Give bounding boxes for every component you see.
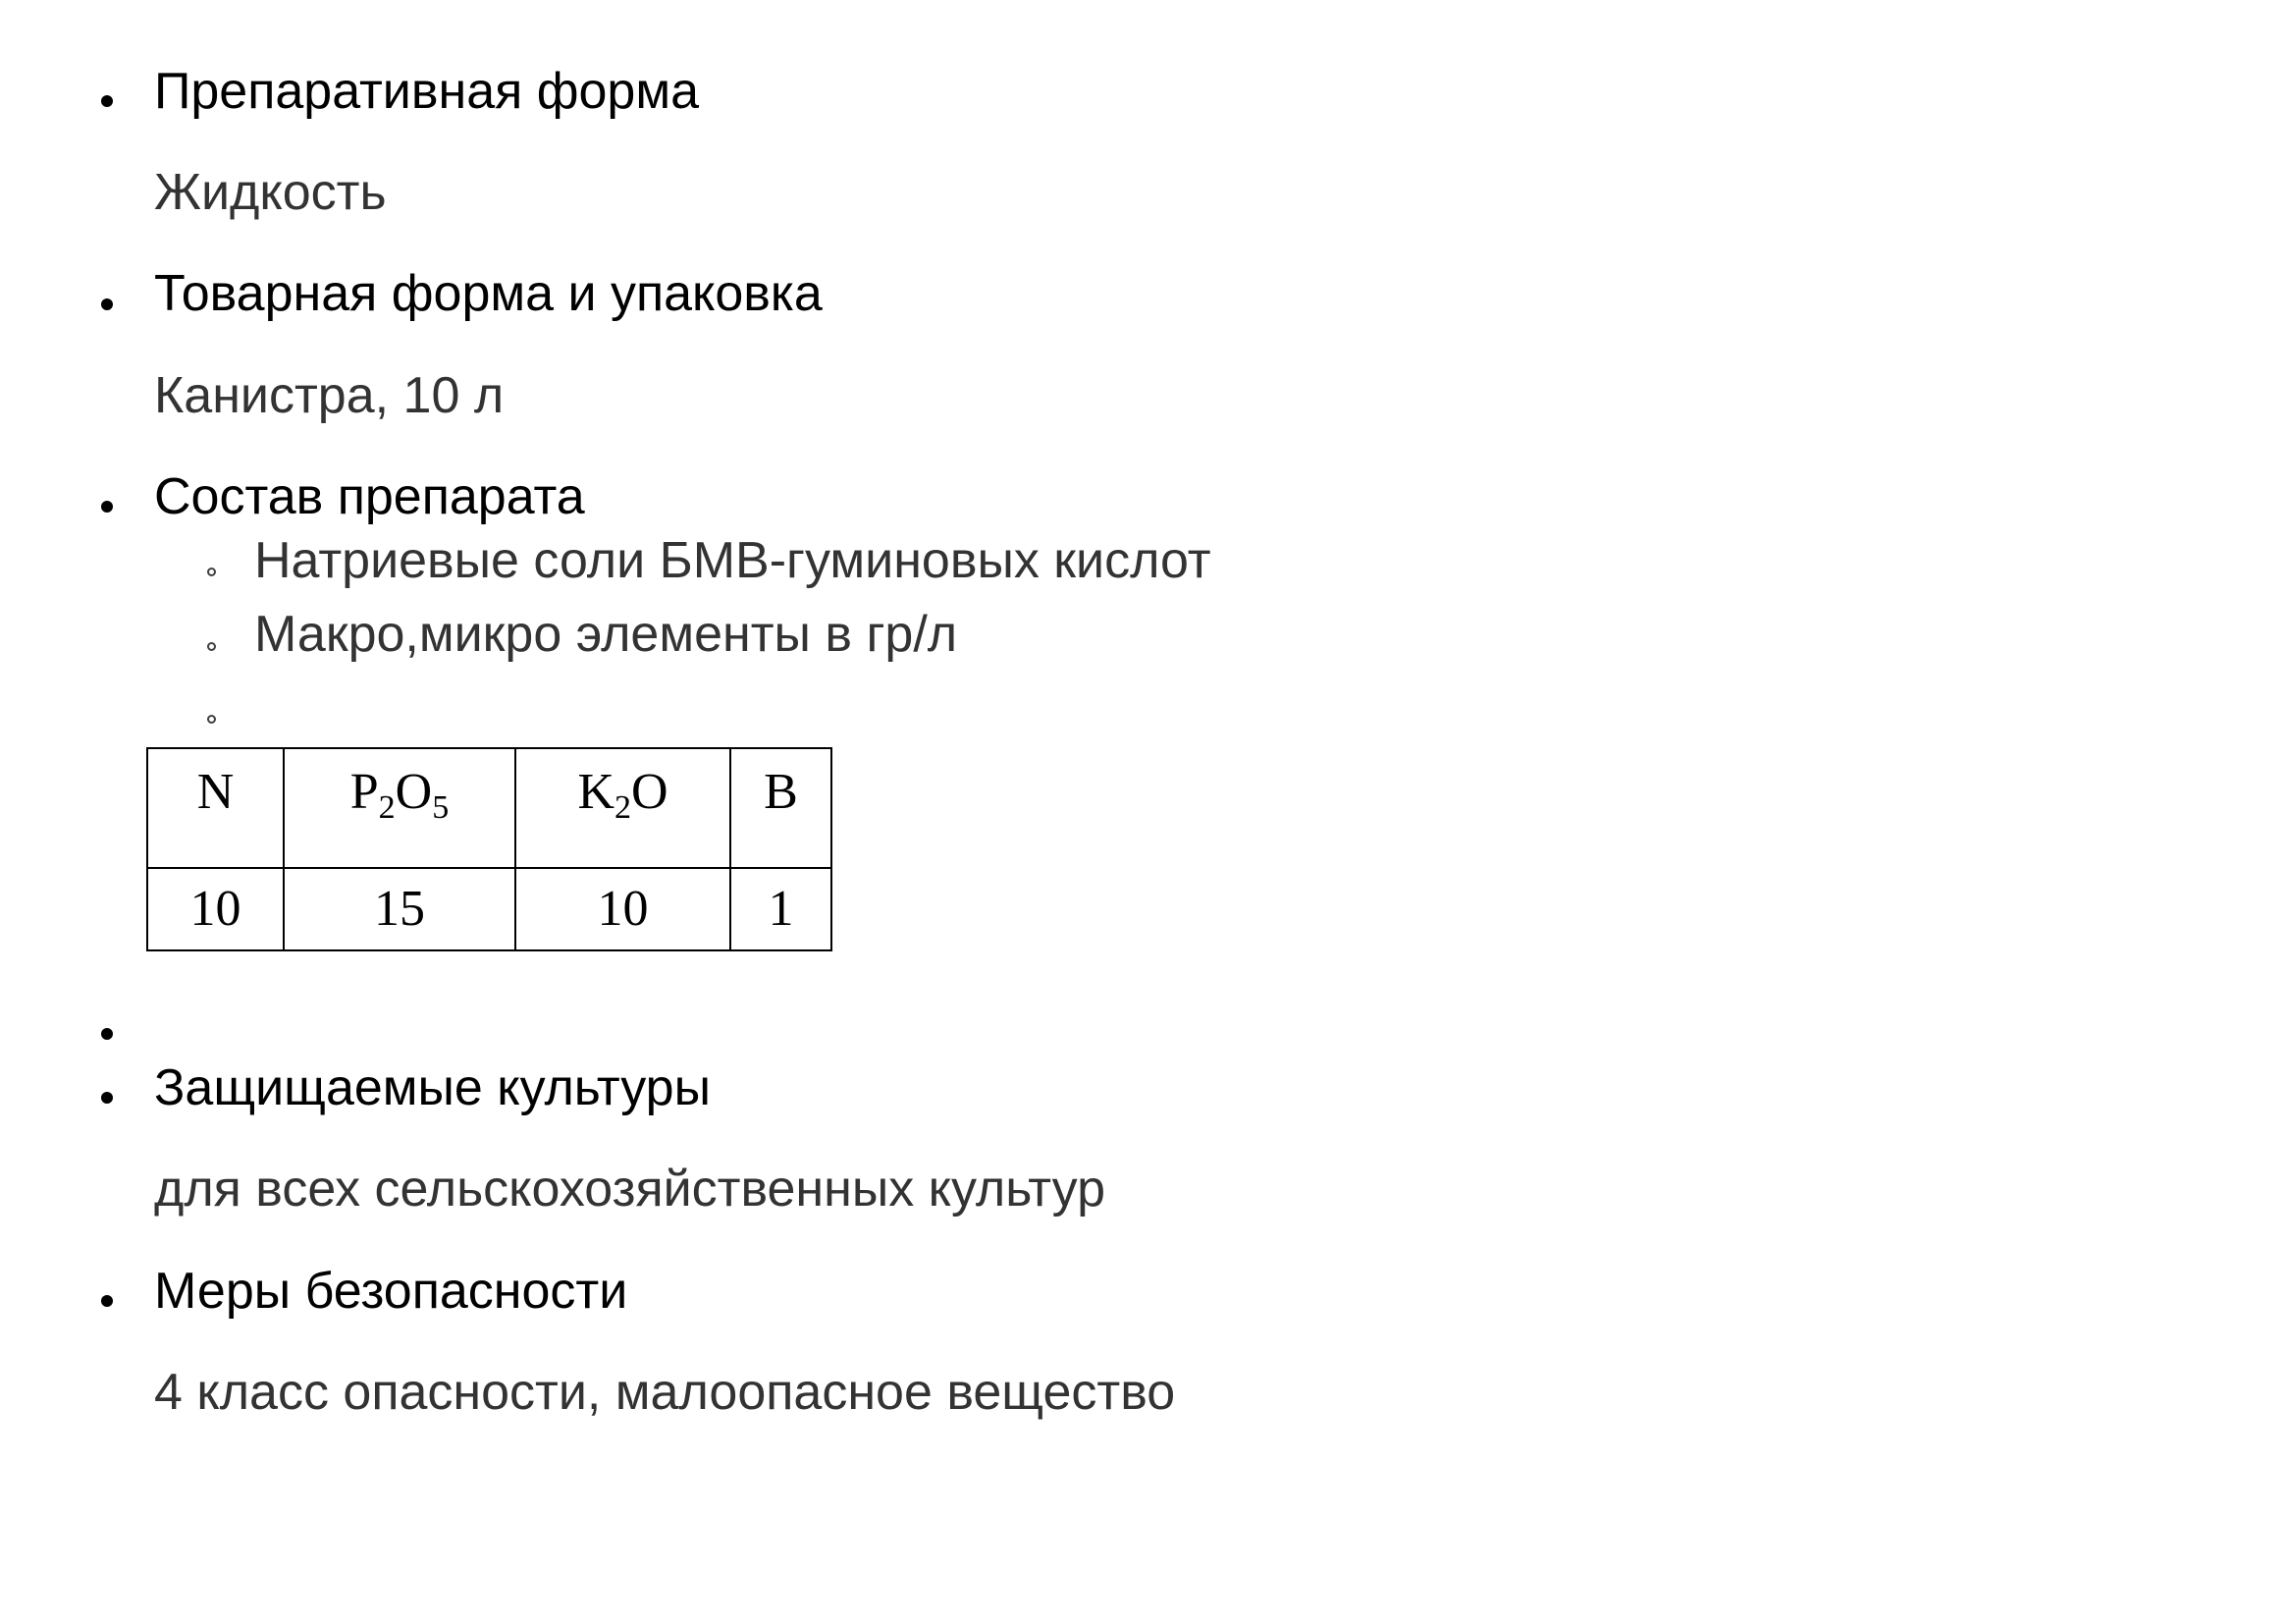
circle-bullet-icon bbox=[207, 715, 216, 724]
section-heading-safety: Меры безопасности bbox=[154, 1263, 628, 1320]
nutrient-value-cell: 10 bbox=[515, 868, 730, 950]
section-heading-composition: Состав препарата bbox=[154, 468, 585, 525]
section-value-safety: 4 класс опасности, малоопасное вещество bbox=[154, 1364, 1176, 1421]
bullet-icon bbox=[101, 298, 113, 310]
section-value-form: Жидкость bbox=[154, 164, 387, 221]
nutrient-table-header-row bbox=[147, 748, 831, 868]
nutrient-table-values-row bbox=[147, 868, 831, 950]
section-value-packaging: Канистра, 10 л bbox=[154, 367, 505, 424]
nutrient-value-cell: 15 bbox=[284, 868, 515, 950]
circle-bullet-icon bbox=[207, 568, 216, 576]
section-value-crops: для всех сельскохозяйственных культур bbox=[154, 1161, 1105, 1218]
circle-bullet-icon bbox=[207, 642, 216, 651]
section-heading-crops: Защищаемые культуры bbox=[154, 1059, 711, 1116]
nutrient-value-cell: 1 bbox=[730, 868, 831, 950]
bullet-icon bbox=[101, 501, 113, 513]
nutrient-value-cell: 10 bbox=[147, 868, 284, 950]
nutrient-table bbox=[146, 747, 832, 951]
bullet-icon bbox=[101, 95, 113, 107]
nutrient-header-b: B bbox=[730, 748, 831, 868]
bullet-icon bbox=[101, 1092, 113, 1104]
composition-item: Макро,микро элементы в гр/л bbox=[254, 606, 958, 663]
bullet-icon bbox=[101, 1028, 113, 1040]
nutrient-header-p2o5: P2O5 bbox=[284, 748, 515, 868]
composition-item: Натриевые соли БМВ-гуминовых кислот bbox=[254, 532, 1211, 589]
section-heading-packaging: Товарная форма и упаковка bbox=[154, 265, 823, 322]
bullet-icon bbox=[101, 1295, 113, 1307]
section-heading-form: Препаративная форма bbox=[154, 63, 700, 120]
nutrient-header-n: N bbox=[147, 748, 284, 868]
nutrient-header-k2o: K2O bbox=[515, 748, 730, 868]
